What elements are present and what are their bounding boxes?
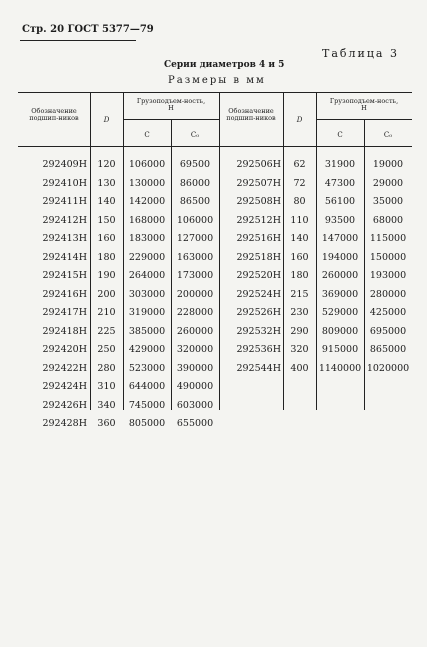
cell-d: 80 — [293, 196, 306, 207]
cell-c0: 86000 — [179, 177, 211, 189]
cell-c0: 655000 — [176, 418, 214, 429]
cell-d: 72 — [293, 177, 306, 189]
bearing-table — [18, 92, 412, 429]
cell-c0: 425000 — [369, 307, 407, 318]
cell-designation: 292518Н — [236, 251, 281, 263]
col-header-c0: С₀ — [190, 131, 200, 139]
cell-c: 1140000 — [318, 362, 362, 374]
cell-c0: 127000 — [176, 233, 214, 244]
cell-c: 229000 — [128, 251, 166, 263]
cell-c: 106000 — [128, 159, 166, 170]
cell-designation: 292536Н — [236, 344, 281, 355]
cell-c0: 260000 — [176, 325, 214, 337]
cell-designation: 292508Н — [236, 196, 281, 207]
cell-designation: 292524Н — [236, 288, 281, 300]
cell-designation: 292422Н — [42, 362, 87, 374]
cell-c: 168000 — [128, 214, 166, 226]
cell-d: 200 — [97, 288, 116, 300]
cell-d: 160 — [97, 233, 116, 244]
cell-designation: 292520Н — [236, 270, 281, 281]
cell-c: 31900 — [324, 159, 356, 170]
cell-c0: 163000 — [176, 251, 214, 263]
cell-c: 183000 — [128, 233, 166, 244]
cell-c0: 193000 — [369, 270, 407, 281]
cell-c: 147000 — [321, 233, 359, 244]
cell-c: 194000 — [321, 251, 359, 263]
cell-designation: 292424Н — [42, 381, 87, 392]
cell-c: 745000 — [128, 399, 166, 411]
cell-designation: 292428Н — [42, 418, 87, 429]
cell-c: 644000 — [128, 381, 166, 392]
cell-c0: 86500 — [179, 196, 211, 207]
cell-c0: 865000 — [369, 344, 407, 355]
col-header-load: Грузоподъем-ность, Н — [329, 97, 399, 112]
page-header: Стр. 20 ГОСТ 5377—79 — [22, 24, 154, 35]
cell-c: 523000 — [128, 362, 166, 374]
cell-d: 340 — [97, 399, 116, 411]
col-header-c: С — [337, 131, 343, 139]
cell-d: 225 — [97, 325, 116, 337]
col-header-load: Грузоподъем-ность, Н — [136, 97, 206, 112]
cell-c0: 173000 — [176, 270, 214, 281]
header-bottom-rule — [18, 146, 412, 147]
cell-d: 250 — [97, 344, 116, 355]
cell-designation: 292414Н — [42, 251, 87, 263]
cell-c: 915000 — [321, 344, 359, 355]
cell-d: 190 — [97, 270, 116, 281]
cell-d: 62 — [293, 159, 306, 170]
cell-designation: 292415Н — [42, 270, 87, 281]
col-header-c0: С₀ — [383, 131, 393, 139]
cell-designation: 292426Н — [42, 399, 87, 411]
cell-c0: 603000 — [176, 399, 214, 411]
cell-c: 385000 — [128, 325, 166, 337]
cell-designation: 292410Н — [42, 177, 87, 189]
cell-c: 303000 — [128, 288, 166, 300]
cell-c: 56100 — [324, 196, 356, 207]
cell-c: 93500 — [324, 214, 356, 226]
table-title: Серии диаметров 4 и 5 — [164, 60, 285, 70]
cell-d: 140 — [290, 233, 309, 244]
cell-d: 310 — [97, 381, 116, 392]
cell-c0: 35000 — [372, 196, 404, 207]
cell-c0: 1020000 — [366, 362, 410, 374]
cell-designation: 292507Н — [236, 177, 281, 189]
cell-d: 130 — [97, 177, 116, 189]
cell-c0: 29000 — [372, 177, 404, 189]
cell-c: 429000 — [128, 344, 166, 355]
col-header-d: D — [103, 116, 110, 124]
cell-designation: 292417Н — [42, 307, 87, 318]
cell-c0: 228000 — [176, 307, 214, 318]
cell-c: 809000 — [321, 325, 359, 337]
cell-d: 320 — [290, 344, 309, 355]
cell-designation: 292409Н — [42, 159, 87, 170]
cell-c: 529000 — [321, 307, 359, 318]
cell-d: 230 — [290, 307, 309, 318]
cell-designation: 292526Н — [236, 307, 281, 318]
cell-designation: 292512Н — [236, 214, 281, 226]
cell-c0: 115000 — [369, 233, 407, 244]
cell-d: 280 — [97, 362, 116, 374]
cell-d: 180 — [290, 270, 309, 281]
cell-c: 260000 — [321, 270, 359, 281]
cell-c: 47300 — [324, 177, 356, 189]
cell-c0: 150000 — [369, 251, 407, 263]
cell-designation: 292416Н — [42, 288, 87, 300]
col-header-d: D — [296, 116, 303, 124]
cell-d: 140 — [97, 196, 116, 207]
cell-designation: 292418Н — [42, 325, 87, 337]
cell-c: 319000 — [128, 307, 166, 318]
cell-designation: 292506Н — [236, 159, 281, 170]
col-header-designation: Обозначение подшип-ников — [226, 107, 276, 122]
cell-d: 210 — [97, 307, 116, 318]
cell-d: 215 — [290, 288, 309, 300]
cell-d: 160 — [290, 251, 309, 263]
cell-d: 400 — [290, 362, 309, 374]
cell-d: 120 — [97, 159, 116, 170]
cell-designation: 292544Н — [236, 362, 281, 374]
cell-designation: 292412Н — [42, 214, 87, 226]
cell-d: 110 — [290, 214, 309, 226]
cell-d: 360 — [97, 418, 116, 429]
col-header-c: С — [144, 131, 150, 139]
cell-designation: 292411Н — [42, 196, 87, 207]
cell-c0: 200000 — [176, 288, 214, 300]
cell-designation: 292532Н — [236, 325, 281, 337]
cell-c: 369000 — [321, 288, 359, 300]
cell-designation: 292413Н — [42, 233, 87, 244]
header-rule — [20, 40, 136, 41]
cell-designation: 292420Н — [42, 344, 87, 355]
col-header-designation: Обозначение подшип-ников — [29, 107, 79, 122]
cell-c0: 68000 — [372, 214, 404, 226]
cell-c0: 490000 — [176, 381, 214, 392]
table-label: Таблица 3 — [322, 47, 399, 60]
table-subtitle: Размеры в мм — [168, 75, 266, 86]
cell-c: 805000 — [128, 418, 166, 429]
cell-c0: 69500 — [179, 159, 211, 170]
cell-c0: 106000 — [176, 214, 214, 226]
cell-d: 180 — [97, 251, 116, 263]
cell-d: 150 — [97, 214, 116, 226]
cell-d: 290 — [290, 325, 309, 337]
cell-c0: 320000 — [176, 344, 214, 355]
cell-c0: 390000 — [176, 362, 214, 374]
cell-c0: 19000 — [372, 159, 404, 170]
cell-c: 130000 — [128, 177, 166, 189]
cell-c0: 695000 — [369, 325, 407, 337]
cell-c: 264000 — [128, 270, 166, 281]
cell-designation: 292516Н — [236, 233, 281, 244]
cell-c0: 280000 — [369, 288, 407, 300]
cell-c: 142000 — [128, 196, 166, 207]
table-top-rule — [18, 92, 412, 93]
